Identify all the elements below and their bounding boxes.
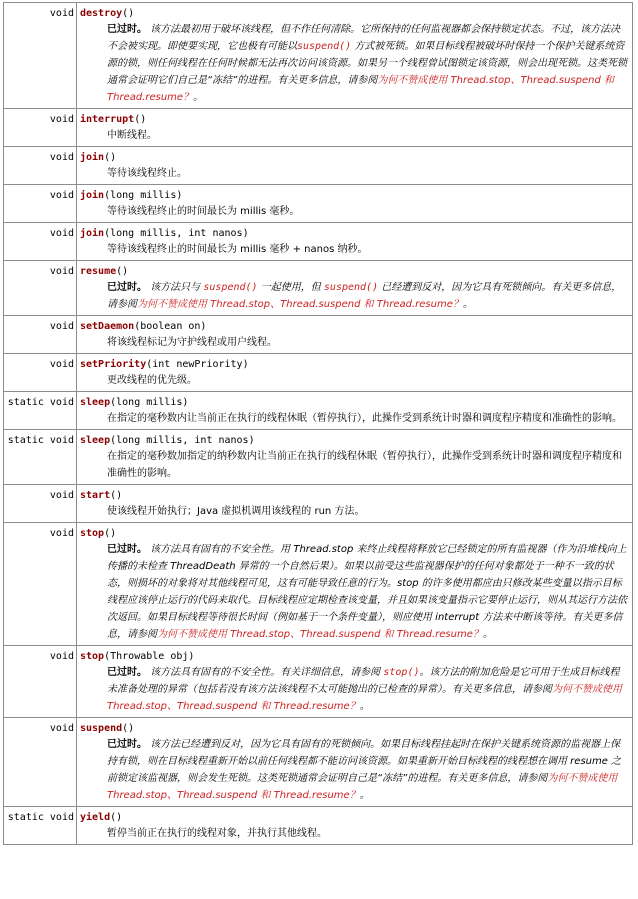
method-row-sleep bbox=[4, 392, 633, 430]
method-modifier: void bbox=[4, 109, 77, 147]
deprecated-text: 已经遭到反对，因为它具有死锁倾向。有关更多信息，请参阅 bbox=[107, 282, 622, 310]
method-summary-table bbox=[3, 2, 633, 845]
method-description-cell bbox=[77, 316, 633, 354]
method-params: (boolean on) bbox=[134, 321, 207, 332]
method-params: (long millis) bbox=[110, 397, 189, 408]
deprecated-text: 。 bbox=[482, 629, 493, 640]
method-signature bbox=[80, 226, 629, 241]
method-signature bbox=[80, 150, 629, 165]
method-name-link[interactable]: suspend bbox=[80, 723, 123, 734]
deprecated-text: 。 bbox=[462, 299, 473, 310]
description-text: 中断线程。 bbox=[107, 130, 157, 141]
method-name-link[interactable]: setPriority bbox=[80, 359, 147, 370]
method-name-link[interactable]: interrupt bbox=[80, 114, 135, 125]
deprecated-label: 已过时。 bbox=[107, 739, 147, 750]
method-row-stop bbox=[4, 523, 633, 646]
deprecated-text: 。 bbox=[193, 92, 204, 103]
deprecated-label: 已过时。 bbox=[107, 24, 147, 35]
method-description bbox=[107, 825, 629, 842]
deprecated-text: 该方法最初用于破坏该线程，但不作任何清除。它所保持的任何监视器都会保持锁定状态。不过，该方法决不会被实现。即使要实现，它也极有可能以 bbox=[107, 24, 621, 52]
method-signature bbox=[80, 6, 629, 21]
method-description-cell bbox=[77, 718, 633, 807]
deprecated-text: 该方法具有固有的不安全性。用 Thread.stop 来终止线程将释放它已经锁定的所有监视器（作为沿堆栈向上传播的未检查 ThreadDeath 异常的一个自然后果）。如果以前受这些监视器保护的任何对象都处于一种不一致的状态，则损坏的对象将对其他线程可见，这有可能导致任意的行为。stop 的许多使用都应由只修改某些变量以指示目标线程应该停止运行的代码来取代。目标线程应定期检查该变量，并且如果该变量指示它要停止运行，则从其运行方法依次返回。如果目标线程等待很长时间（例如基于一个条件变量），则应使用 interrupt 方法来中断该等待。有关更多信息，请参阅 bbox=[107, 544, 627, 640]
method-description-cell bbox=[77, 430, 633, 485]
method-description-cell bbox=[77, 3, 633, 109]
method-signature bbox=[80, 721, 629, 736]
method-description-cell bbox=[77, 185, 633, 223]
method-signature bbox=[80, 357, 629, 372]
method-description-cell bbox=[77, 109, 633, 147]
method-name-link[interactable]: join bbox=[80, 190, 105, 201]
deprecated-text: 。 bbox=[359, 790, 370, 801]
method-row-resume bbox=[4, 261, 633, 316]
method-name-link[interactable]: yield bbox=[80, 812, 111, 823]
deprecated-note bbox=[107, 24, 627, 103]
method-description-cell bbox=[77, 807, 633, 845]
deprecation-link[interactable]: 为何不赞成使用 bbox=[547, 773, 618, 784]
deprecation-link[interactable]: 为何不赞成使用 bbox=[137, 299, 207, 310]
description-text: 等待该线程终止的时间最长为 millis 毫秒 + nanos 纳秒。 bbox=[107, 244, 368, 255]
method-modifier: void bbox=[4, 185, 77, 223]
method-description bbox=[107, 503, 629, 520]
deprecated-text: 一起使用，但 bbox=[257, 282, 324, 293]
method-description-cell bbox=[77, 392, 633, 430]
method-params: () bbox=[122, 723, 135, 734]
method-row-sleep bbox=[4, 430, 633, 485]
deprecated-note bbox=[107, 544, 627, 640]
deprecated-text: 方式被死锁。如果目标线程被破坏时保持一个保护关键系统资源的锁，则任何线程在任何时候都无法再次访问该资源。如果另一个线程曾试图锁定该资源，则会出现死锁。这类死锁通常会证明它们自己是“冻结”的进程。有关更多信息，请参阅 bbox=[107, 41, 627, 86]
method-modifier: void bbox=[4, 223, 77, 261]
method-row-setDaemon bbox=[4, 316, 633, 354]
method-modifier: void bbox=[4, 354, 77, 392]
method-params: (long millis, int nanos) bbox=[104, 228, 249, 239]
method-row-destroy bbox=[4, 3, 633, 109]
deprecation-link-text[interactable]: Thread.stop、Thread.suspend 和 Thread.resume？ bbox=[107, 701, 360, 712]
method-description bbox=[107, 21, 629, 106]
method-name-link[interactable]: stop bbox=[80, 528, 105, 539]
method-params: (long millis) bbox=[104, 190, 183, 201]
method-signature bbox=[80, 810, 629, 825]
code-link[interactable]: suspend() bbox=[203, 282, 258, 293]
method-description-cell bbox=[77, 523, 633, 646]
method-signature bbox=[80, 188, 629, 203]
method-name-link[interactable]: join bbox=[80, 228, 105, 239]
method-signature bbox=[80, 649, 629, 664]
method-name-link[interactable]: resume bbox=[80, 266, 117, 277]
method-signature bbox=[80, 319, 629, 334]
method-row-join bbox=[4, 185, 633, 223]
method-name-link[interactable]: sleep bbox=[80, 435, 111, 446]
method-modifier: void bbox=[4, 147, 77, 185]
method-description bbox=[107, 165, 629, 182]
method-description bbox=[107, 241, 629, 258]
method-description-cell bbox=[77, 646, 633, 718]
method-modifier: static void bbox=[4, 807, 77, 845]
deprecated-label: 已过时。 bbox=[107, 667, 147, 678]
method-row-start bbox=[4, 485, 633, 523]
method-signature bbox=[80, 433, 629, 448]
method-description-cell bbox=[77, 485, 633, 523]
deprecation-link-text[interactable]: Thread.stop、Thread.suspend 和 Thread.resume？ bbox=[227, 629, 483, 640]
method-row-interrupt bbox=[4, 109, 633, 147]
method-params: () bbox=[104, 152, 117, 163]
deprecated-note bbox=[107, 282, 621, 310]
method-name-link[interactable]: setDaemon bbox=[80, 321, 135, 332]
deprecation-link[interactable]: 为何不赞成使用 bbox=[377, 75, 448, 86]
method-description bbox=[107, 664, 629, 715]
description-text: 在指定的毫秒数加指定的纳秒数内让当前正在执行的线程休眠（暂停执行），此操作受到系统计时器和调度程序精度和准确性的影响。 bbox=[107, 451, 622, 479]
method-description bbox=[107, 448, 629, 482]
code-link[interactable]: stop() bbox=[383, 667, 420, 678]
method-modifier: void bbox=[4, 3, 77, 109]
method-modifier: void bbox=[4, 261, 77, 316]
method-params: () bbox=[122, 8, 135, 19]
method-params: () bbox=[134, 114, 147, 125]
description-text: 更改线程的优先级。 bbox=[107, 375, 197, 386]
method-description-cell bbox=[77, 261, 633, 316]
description-text: 将该线程标记为守护线程或用户线程。 bbox=[107, 337, 277, 348]
method-params: () bbox=[110, 812, 123, 823]
method-name-link[interactable]: start bbox=[80, 490, 111, 501]
method-description bbox=[107, 410, 629, 427]
method-description bbox=[107, 127, 629, 144]
method-modifier: void bbox=[4, 718, 77, 807]
method-params: (Throwable obj) bbox=[104, 651, 195, 662]
method-params: (int newPriority) bbox=[146, 359, 249, 370]
deprecation-link[interactable]: 为何不赞成使用 bbox=[157, 629, 227, 640]
method-description bbox=[107, 736, 629, 804]
method-signature bbox=[80, 526, 629, 541]
description-text: 等待该线程终止。 bbox=[107, 168, 187, 179]
method-name-link[interactable]: join bbox=[80, 152, 105, 163]
description-text: 在指定的毫秒数内让当前正在执行的线程休眠（暂停执行），此操作受到系统计时器和调度程序精度和准确性的影响。 bbox=[107, 413, 622, 424]
method-params: () bbox=[116, 266, 129, 277]
description-text: 使该线程开始执行；Java 虚拟机调用该线程的 run 方法。 bbox=[107, 506, 365, 517]
deprecation-link-text[interactable]: Thread.stop、Thread.suspend 和 Thread.resume？ bbox=[107, 790, 360, 801]
deprecated-text: 该方法已经遭到反对，因为它具有固有的死锁倾向。如果目标线程挂起时在保护关键系统资源的监视器上保持有锁，则在目标线程重新开始以前任何线程都不能访问该资源。如果重新开始目标线程的线程想在调用 resume 之前锁定该监视器，则会发生死锁。这类死锁通常会证明自己是“冻结”的进程。有关更多信息，请参阅 bbox=[107, 739, 622, 784]
method-signature bbox=[80, 395, 629, 410]
deprecated-text: 该方法具有固有的不安全性。有关详细信息，请参阅 bbox=[147, 667, 384, 678]
method-modifier: void bbox=[4, 485, 77, 523]
deprecation-link[interactable]: 为何不赞成使用 bbox=[552, 684, 622, 695]
method-row-join bbox=[4, 147, 633, 185]
method-description bbox=[107, 279, 629, 313]
method-params: (long millis, int nanos) bbox=[110, 435, 255, 446]
code-link[interactable]: suspend() bbox=[297, 41, 352, 52]
method-name-link[interactable]: destroy bbox=[80, 8, 123, 19]
method-row-setPriority bbox=[4, 354, 633, 392]
method-modifier: void bbox=[4, 523, 77, 646]
method-row-join bbox=[4, 223, 633, 261]
method-modifier: void bbox=[4, 646, 77, 718]
method-description bbox=[107, 372, 629, 389]
method-signature bbox=[80, 264, 629, 279]
deprecated-label: 已过时。 bbox=[107, 544, 147, 555]
code-link[interactable]: suspend() bbox=[323, 282, 379, 293]
deprecated-note bbox=[107, 667, 622, 712]
method-description bbox=[107, 334, 629, 351]
method-description-cell bbox=[77, 147, 633, 185]
method-params: () bbox=[104, 528, 117, 539]
deprecation-link-text[interactable]: Thread.stop、Thread.suspend 和 Thread.resume？ bbox=[107, 75, 615, 103]
deprecated-text: 。 bbox=[359, 701, 370, 712]
deprecated-label: 已过时。 bbox=[107, 282, 147, 293]
method-summary-body bbox=[4, 3, 633, 845]
method-name-link[interactable]: stop bbox=[80, 651, 105, 662]
method-signature bbox=[80, 112, 629, 127]
method-params: () bbox=[110, 490, 123, 501]
method-description bbox=[107, 541, 629, 643]
method-name-link[interactable]: sleep bbox=[80, 397, 111, 408]
method-description-cell bbox=[77, 354, 633, 392]
method-modifier: void bbox=[4, 316, 77, 354]
method-modifier: static void bbox=[4, 392, 77, 430]
deprecated-text: 。该方法的附加危险是它可用于生成目标线程未准备处理的异常（包括若没有该方法该线程不太可能抛出的已检查的异常）。有关更多信息，请参阅 bbox=[107, 667, 620, 695]
deprecated-text: 该方法只与 bbox=[147, 282, 204, 293]
method-signature bbox=[80, 488, 629, 503]
method-description bbox=[107, 203, 629, 220]
description-text: 等待该线程终止的时间最长为 millis 毫秒。 bbox=[107, 206, 300, 217]
method-row-stop bbox=[4, 646, 633, 718]
method-description-cell bbox=[77, 223, 633, 261]
deprecation-link-text[interactable]: Thread.stop、Thread.suspend 和 Thread.resume？ bbox=[207, 299, 463, 310]
description-text: 暂停当前正在执行的线程对象，并执行其他线程。 bbox=[107, 828, 327, 839]
deprecated-note bbox=[107, 739, 621, 801]
method-modifier: static void bbox=[4, 430, 77, 485]
method-row-suspend bbox=[4, 718, 633, 807]
method-row-yield bbox=[4, 807, 633, 845]
